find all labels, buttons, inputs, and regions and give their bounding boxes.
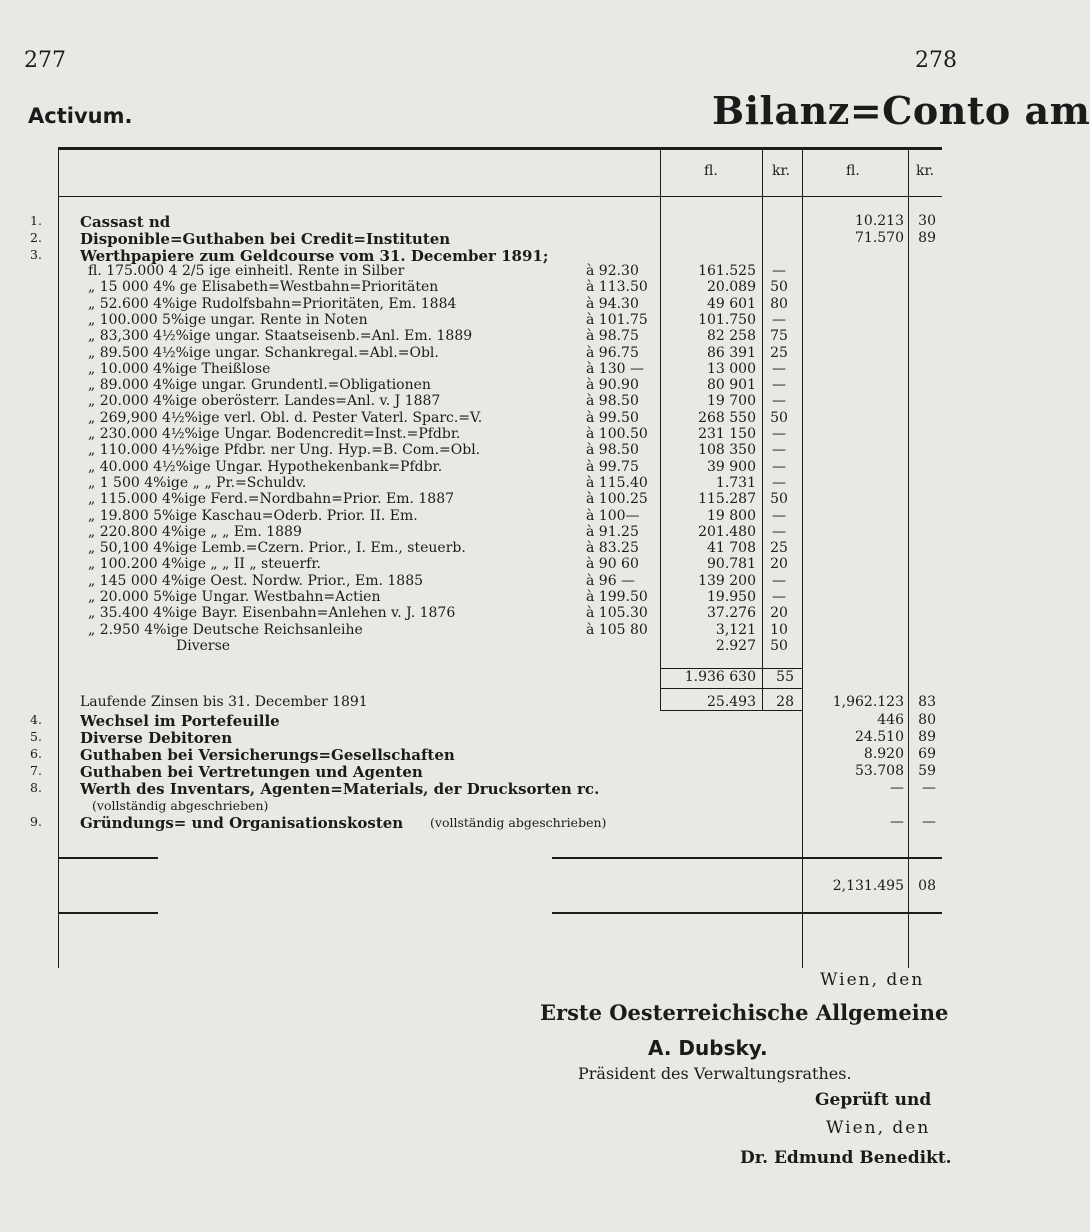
security-label: „ 10.000 4%ige Theißlose	[88, 360, 271, 377]
security-rate: à 113.50	[586, 279, 648, 296]
header-bottom-rule	[58, 196, 942, 197]
security-value-fl: 20.089	[707, 279, 756, 296]
security-label: „ 220.800 4%ige „ „ Em. 1889	[88, 523, 302, 540]
security-value-kr: 50	[770, 279, 788, 296]
col-header-kr-1: kr.	[772, 163, 791, 179]
security-rate: à 99.50	[586, 409, 639, 426]
item-number: 5.	[30, 729, 42, 744]
security-rate: à 92.30	[586, 263, 639, 279]
security-value-kr: 80	[770, 295, 788, 312]
security-value-fl: 41 708	[707, 540, 756, 557]
security-value-fl: 139 200	[698, 572, 756, 589]
item-label: Wechsel im Portefeuille	[80, 712, 280, 730]
security-label: „ 2.950 4%ige Deutsche Reichsanleihe	[88, 621, 363, 638]
value-kr: 69	[918, 746, 936, 762]
value-kr: 89	[918, 230, 936, 246]
president-role: Präsident des Verwaltungsrathes.	[578, 1064, 852, 1083]
security-value-fl: 108 350	[698, 442, 756, 459]
security-value-kr: —	[772, 393, 786, 410]
item-number: 1.	[30, 213, 42, 228]
col-kr2-left-rule	[908, 150, 909, 968]
total-bottom-rule-right	[552, 912, 942, 914]
security-label: „ 89.000 4%ige ungar. Grundentl.=Obligationen	[88, 377, 431, 394]
col-header-fl-1: fl.	[704, 163, 718, 179]
security-rate: à 98.50	[586, 442, 639, 459]
security-value-fl: 101.750	[698, 311, 756, 328]
security-value-fl: 19 700	[707, 393, 756, 410]
security-value-fl: 13 000	[707, 360, 756, 377]
value-fl: —	[890, 780, 904, 796]
security-label: Diverse	[176, 637, 231, 654]
security-value-fl: 86 391	[707, 344, 756, 361]
security-label: „ 110.000 4½%ige Pfdbr. ner Ung. Hyp.=B. Com.=Obl.	[88, 442, 481, 459]
security-label: „ 52.600 4%ige Rudolfsbahn=Prioritäten, Em. 1884	[88, 295, 457, 312]
signature-place-1: Wien, den	[820, 970, 925, 990]
security-value-kr: —	[772, 589, 786, 605]
securities-subtotal-fl: 1.936 630	[684, 669, 756, 685]
value-fl: 24.510	[855, 729, 904, 745]
grand-total-kr: 08	[918, 878, 936, 894]
item-number: 6.	[30, 746, 42, 761]
value-kr: 30	[918, 213, 936, 229]
value-fl: 8.920	[863, 746, 904, 762]
security-value-kr: —	[772, 263, 786, 279]
security-rate: à 130 —	[586, 360, 644, 377]
security-rate: à 100.50	[586, 426, 648, 442]
right-page-number: 278	[915, 48, 957, 73]
item-label: Guthaben bei Versicherungs=Gesellschaften	[80, 746, 455, 764]
security-rate: à 96.75	[586, 344, 639, 361]
security-value-kr: 50	[770, 491, 788, 508]
security-label: „ 269,900 4½%ige verl. Obl. d. Pester Vaterl. Sparc.=V.	[88, 409, 483, 426]
left-border-rule	[58, 150, 59, 968]
item-number: 4.	[30, 712, 42, 727]
security-label: „ 83,300 4½%ige ungar. Staatseisenb.=Anl. Em. 1889	[88, 328, 473, 345]
value-kr: —	[922, 814, 936, 830]
security-rate: à 91.25	[586, 523, 639, 540]
security-rate: à 98.50	[586, 393, 639, 410]
president-name: A. Dubsky.	[648, 1036, 768, 1060]
security-value-fl: 80 901	[707, 377, 756, 394]
security-label: „ 40.000 4½%ige Ungar. Hypothekenbank=Pfdbr.	[88, 458, 443, 475]
security-label: „ 89.500 4½%ige ungar. Schankregal.=Abl.=Obl.	[88, 344, 439, 361]
grand-total-fl: 2,131.495	[832, 878, 904, 894]
security-value-fl: 201.480	[698, 523, 756, 540]
security-value-fl: 231 150	[698, 426, 756, 442]
subtotal-rule-2	[660, 688, 802, 689]
security-rate: à 100—	[586, 507, 640, 524]
security-value-kr: 25	[770, 540, 788, 557]
interest-label: Laufende Zinsen bis 31. December 1891	[80, 694, 368, 710]
value-kr: 59	[918, 763, 936, 779]
security-value-kr: 20	[770, 605, 788, 622]
security-rate: à 90.90	[586, 377, 639, 394]
security-rate: à 90 60	[586, 556, 639, 573]
left-page-number: 277	[24, 48, 66, 73]
item-label: Werth des Inventars, Agenten=Materials, der Drucksorten rc.	[80, 780, 600, 798]
security-value-kr: —	[772, 523, 786, 540]
security-value-fl: 49 601	[707, 295, 756, 312]
value-fl: 53.708	[855, 763, 904, 779]
item-label: Diverse Debitoren	[80, 729, 233, 747]
security-label: „ 1 500 4%ige „ „ Pr.=Schuldv.	[88, 474, 307, 491]
securities-total-kr: 83	[918, 694, 936, 710]
security-value-fl: 37.276	[707, 605, 756, 622]
item-label: Disponible=Guthaben bei Credit=Instituten	[80, 230, 451, 248]
item-number: 7.	[30, 763, 42, 778]
security-rate: à 83.25	[586, 540, 639, 557]
security-value-fl: 39 900	[707, 458, 756, 475]
security-value-fl: 3,121	[715, 621, 756, 638]
security-value-fl: 82 258	[707, 328, 756, 345]
security-label: „ 20.000 5%ige Ungar. Westbahn=Actien	[88, 589, 381, 605]
col-header-kr-2: kr.	[916, 163, 935, 179]
value-fl: —	[890, 814, 904, 830]
col-header-fl-2: fl.	[846, 163, 860, 179]
item-number: 2.	[30, 230, 42, 245]
security-rate: à 105.30	[586, 605, 648, 622]
security-rate: à 100.25	[586, 491, 648, 508]
security-value-kr: —	[772, 507, 786, 524]
value-kr: 80	[918, 712, 936, 728]
total-bottom-rule-left	[58, 912, 158, 914]
value-kr: 89	[918, 729, 936, 745]
security-value-kr: 25	[770, 344, 788, 361]
signature-place-2: Wien, den	[826, 1118, 931, 1138]
interest-fl: 25.493	[707, 694, 756, 710]
security-value-kr: —	[772, 458, 786, 475]
item8-note: (vollständig abgeschrieben)	[92, 798, 269, 813]
security-value-kr: —	[772, 474, 786, 491]
securities-total-fl: 1,962.123	[832, 694, 904, 710]
security-label: „ 230.000 4½%ige Ungar. Bodencredit=Inst.=Pfdbr.	[88, 426, 461, 442]
item-number: 9.	[30, 814, 42, 829]
security-value-fl: 1.731	[715, 474, 756, 491]
item-number: 8.	[30, 780, 42, 795]
security-label: „ 15 000 4% ge Elisabeth=Westbahn=Prioritäten	[88, 279, 439, 296]
item-label: Cassast nd	[80, 213, 171, 231]
interest-kr: 28	[776, 694, 794, 710]
security-value-fl: 161.525	[698, 263, 756, 279]
item-label: Guthaben bei Vertretungen und Agenten	[80, 763, 423, 781]
value-kr: —	[922, 780, 936, 796]
auditor-name: Dr. Edmund Benedikt.	[740, 1148, 952, 1168]
security-value-fl: 115.287	[698, 491, 756, 508]
table-top-rule	[58, 147, 942, 150]
security-value-fl: 19.950	[707, 589, 756, 605]
security-value-kr: 20	[770, 556, 788, 573]
security-label: „ 35.400 4%ige Bayr. Eisenbahn=Anlehen v. J. 1876	[88, 605, 456, 622]
interest-rule	[660, 710, 802, 711]
value-fl: 10.213	[855, 213, 904, 229]
security-label: „ 100.000 5%ige ungar. Rente in Noten	[88, 311, 368, 328]
security-label: „ 100.200 4%ige „ „ II „ steuerfr.	[88, 556, 321, 573]
security-label: „ 115.000 4%ige Ferd.=Nordbahn=Prior. Em. 1887	[88, 491, 455, 508]
item-label: Gründungs= und Organisationskosten	[80, 814, 404, 832]
total-rule-right	[552, 857, 942, 859]
item-label: Werthpapiere zum Geldcourse vom 31. December 1891;	[80, 247, 549, 265]
audit-note: Geprüft und	[815, 1090, 932, 1110]
col-kr1-left-rule	[762, 150, 763, 710]
security-value-fl: 268 550	[698, 409, 756, 426]
security-rate: à 101.75	[586, 311, 648, 328]
security-rate: à 99.75	[586, 458, 639, 475]
security-label: „ 20.000 4%ige oberösterr. Landes=Anl. v. J 1887	[88, 393, 441, 410]
security-value-kr: —	[772, 426, 786, 442]
security-value-kr: —	[772, 311, 786, 328]
security-rate: à 105 80	[586, 621, 648, 638]
item9-note: (vollständig abgeschrieben)	[430, 815, 607, 830]
security-label: fl. 175.000 4 2/5 ige einheitl. Rente in Silber	[88, 263, 405, 279]
security-rate: à 115.40	[586, 474, 648, 491]
securities-subtotal-kr: 55	[776, 669, 794, 685]
security-rate: à 199.50	[586, 589, 648, 605]
security-value-kr: 10	[770, 621, 788, 638]
col-fl2-left-rule	[802, 150, 803, 968]
value-fl: 446	[877, 712, 904, 728]
security-value-kr: 50	[770, 637, 788, 654]
value-fl: 71.570	[855, 230, 904, 246]
activum-heading: Activum.	[28, 104, 133, 128]
security-rate: à 94.30	[586, 295, 639, 312]
total-rule-left	[58, 857, 158, 859]
security-value-fl: 90.781	[707, 556, 756, 573]
security-value-kr: —	[772, 377, 786, 394]
security-value-kr: 75	[770, 328, 788, 345]
security-value-fl: 2.927	[715, 637, 756, 654]
company-name: Erste Oesterreichische Allgemeine	[540, 1000, 949, 1025]
item-number: 3.	[30, 247, 42, 262]
balance-sheet-title: Bilanz=Conto am	[712, 88, 1090, 133]
security-label: „ 145 000 4%ige Oest. Nordw. Prior., Em. 1885	[88, 572, 424, 589]
security-label: „ 19.800 5%ige Kaschau=Oderb. Prior. II. Em.	[88, 507, 418, 524]
security-value-kr: —	[772, 572, 786, 589]
col-fl1-left-rule	[660, 150, 661, 710]
security-value-kr: —	[772, 442, 786, 459]
security-value-fl: 19 800	[707, 507, 756, 524]
security-value-kr: 50	[770, 409, 788, 426]
security-rate: à 98.75	[586, 328, 639, 345]
security-label: „ 50,100 4%ige Lemb.=Czern. Prior., I. Em., steuerb.	[88, 540, 466, 557]
security-rate: à 96 —	[586, 572, 636, 589]
security-value-kr: —	[772, 360, 786, 377]
